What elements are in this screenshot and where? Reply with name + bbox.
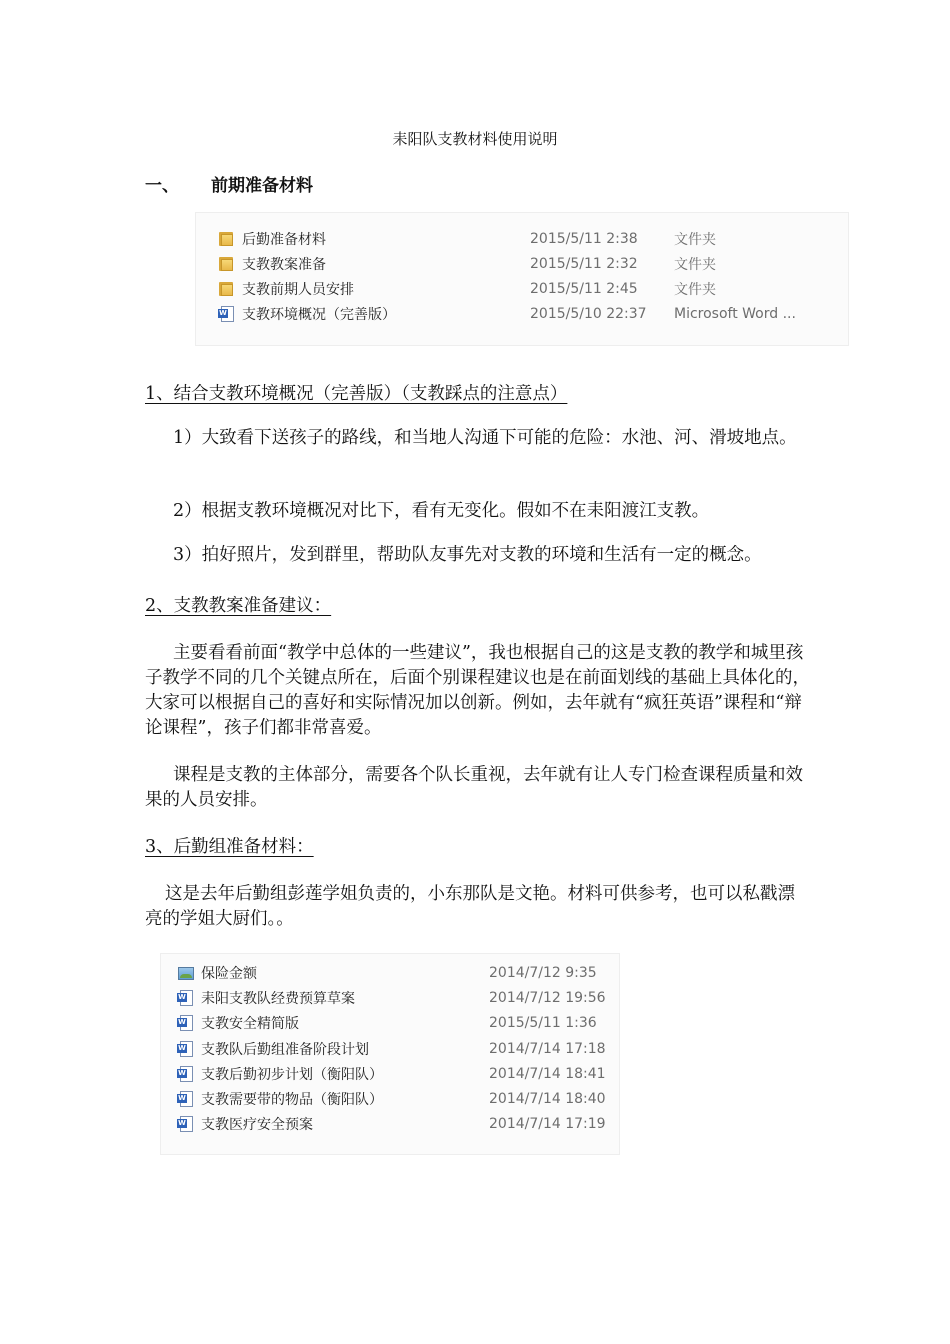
file-name: 保险金额: [201, 966, 257, 982]
paragraph-logistics: 这是去年后勤组彭莲学姐负责的，小东那队是文艳。材料可供参考，也可以私戳漂亮的学姐大厨们。。: [145, 884, 795, 929]
word-doc-icon: W: [177, 1015, 195, 1031]
word-doc-icon: W: [177, 1091, 195, 1107]
file-type: 文件夹: [674, 257, 716, 273]
file-date: 2015/5/11 1:36: [489, 1015, 597, 1032]
file-date: 2015/5/11 2:32: [530, 256, 638, 272]
word-doc-icon: W: [177, 1066, 195, 1082]
file-row[interactable]: [177, 986, 607, 1010]
file-row[interactable]: [177, 1062, 607, 1086]
file-name: 支教队后勤组准备阶段计划: [201, 1041, 369, 1058]
file-date: 2014/7/14 18:41: [489, 1065, 606, 1082]
file-date: 2014/7/14 18:40: [489, 1091, 606, 1107]
file-name: 支教环境概况（完善版）: [242, 307, 396, 323]
file-date: 2015/5/11 2:38: [530, 231, 638, 247]
file-row[interactable]: [218, 277, 838, 301]
file-type: 文件夹: [674, 282, 716, 298]
folder-icon: [218, 231, 236, 247]
file-row[interactable]: [177, 1037, 607, 1061]
file-name: 支教教案准备: [242, 257, 326, 273]
subheading-logistics: 3、后勤组准备材料：: [145, 837, 314, 857]
file-date: 2015/5/10 22:37: [530, 306, 647, 322]
folder-listing-screenshot: [195, 212, 849, 346]
paragraph-compare: 2）根据支教环境概况对比下，看有无变化。假如不在耒阳渡江支教。: [173, 501, 710, 521]
section-heading-1: [145, 171, 313, 196]
file-name: 支教医疗安全预案: [201, 1117, 313, 1134]
file-row[interactable]: [177, 1087, 607, 1111]
folder-icon: [218, 256, 236, 272]
section-number: 一、: [145, 176, 179, 196]
file-date: 2014/7/14 17:18: [489, 1040, 606, 1057]
image-icon: [177, 965, 195, 981]
file-name: 后勤准备材料: [242, 232, 326, 248]
file-name: 支教安全精简版: [201, 1016, 299, 1033]
word-doc-icon: W: [177, 1041, 195, 1057]
file-name: 支教前期人员安排: [242, 282, 354, 298]
file-date: 2014/7/14 17:19: [489, 1116, 606, 1133]
file-type: Microsoft Word ...: [674, 306, 796, 322]
word-doc-icon: W: [177, 1116, 195, 1132]
file-type: 文件夹: [674, 232, 716, 248]
word-doc-icon: W: [218, 306, 236, 322]
file-date: 2014/7/12 19:56: [489, 990, 606, 1007]
file-date: 2015/5/11 2:45: [530, 281, 638, 297]
file-date: 2014/7/12 9:35: [489, 965, 597, 981]
file-row[interactable]: [177, 1011, 607, 1035]
paragraph-course-importance: 课程是支教的主体部分，需要各个队长重视，去年就有让人专门检查课程质量和效果的人员安排。: [145, 765, 803, 810]
file-row[interactable]: [218, 252, 838, 276]
file-row[interactable]: [177, 961, 607, 985]
subheading-environment: 1、结合支教环境概况（完善版）（支教踩点的注意点）: [145, 384, 568, 404]
file-row[interactable]: [218, 227, 838, 251]
paragraph-lesson-suggestions: 主要看看前面“教学中总体的一些建议”，我也根据自己的这是支教的教学和城里孩子教学不同的几个关键点所在，后面个别课程建议也是在前面划线的基础上具体化的，大家可以根据自己的喜好和实际情况加以创新。例如，去年就有“疯狂英语”课程和“辩论课程”，孩子们都非常喜爱。: [145, 643, 810, 738]
document-title: 耒阳队支教材料使用说明: [392, 130, 558, 148]
file-name: 耒阳支教队经费预算草案: [201, 991, 355, 1008]
file-name: 支教后勤初步计划（衡阳队）: [201, 1066, 383, 1083]
file-row[interactable]: [177, 1112, 607, 1136]
word-doc-icon: W: [177, 990, 195, 1006]
folder-icon: [218, 281, 236, 297]
file-listing-screenshot: [160, 953, 620, 1155]
file-row[interactable]: [218, 302, 838, 326]
paragraph-route: 1）大致看下送孩子的路线，和当地人沟通下可能的危险：水池、河、滑坡地点。: [173, 428, 797, 448]
subheading-lesson-plan: 2、支教教案准备建议：: [145, 596, 332, 616]
section-title: 前期准备材料: [211, 176, 313, 196]
paragraph-photos: 3）拍好照片，发到群里，帮助队友事先对支教的环境和生活有一定的概念。: [173, 545, 762, 565]
file-name: 支教需要带的物品（衡阳队）: [201, 1092, 383, 1108]
